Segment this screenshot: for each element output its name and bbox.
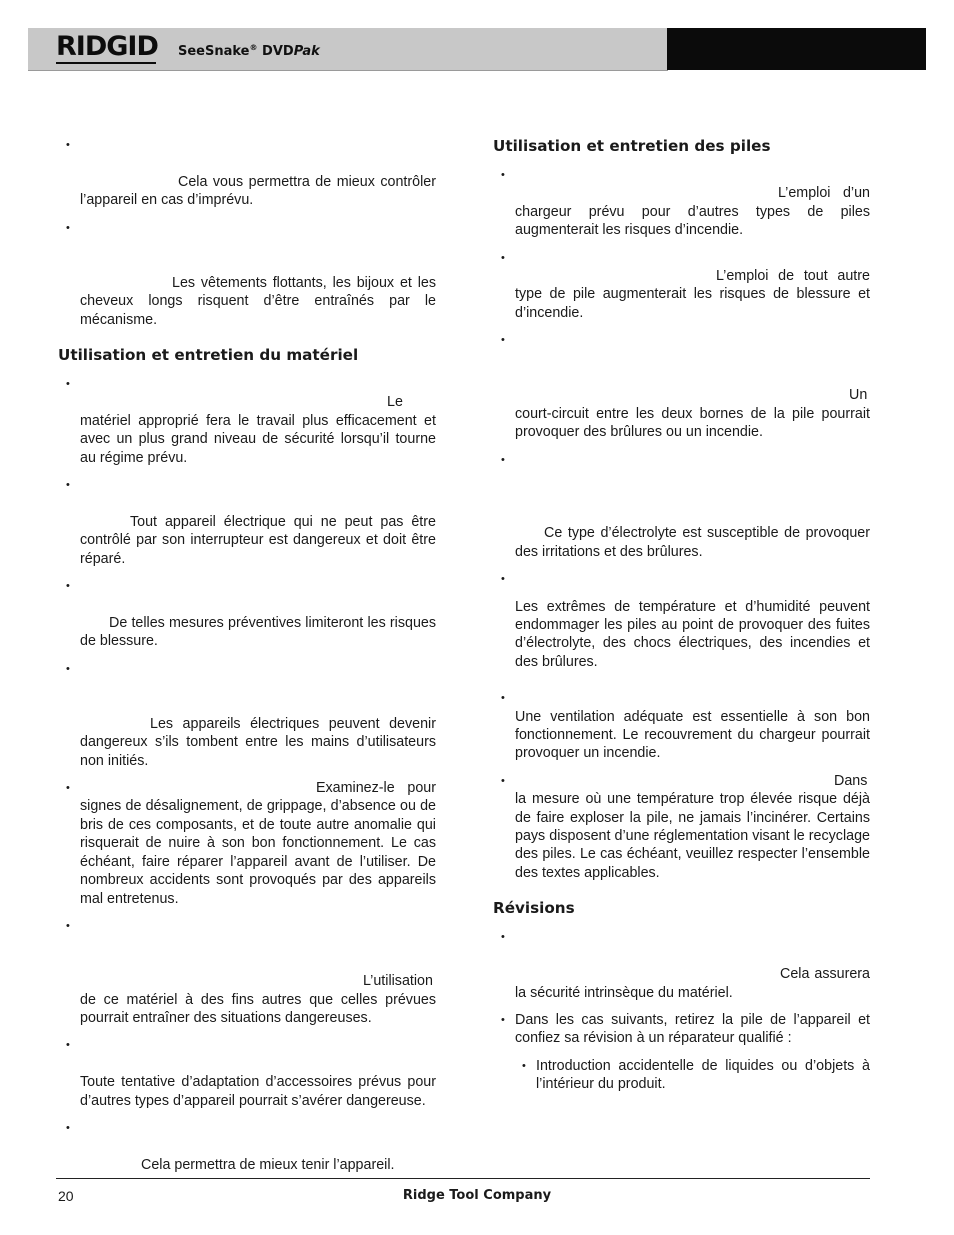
item-text: • Toute tentative d’adaptation d’accessoires prévus pour d’autres types d’appareil pourrait s’avérer dangereuse. bbox=[80, 1074, 436, 1109]
header-black-block bbox=[667, 28, 926, 70]
section-heading: Utilisation et entretien des piles bbox=[493, 137, 771, 155]
bold-text-gap bbox=[515, 331, 870, 386]
list-item bbox=[58, 476, 436, 568]
list-item bbox=[493, 772, 870, 882]
page-number: 20 bbox=[58, 1188, 74, 1204]
item-text: • Un court-circuit entre les deux bornes de la pile pourrait provoquer des brûlures ou un incendie. bbox=[515, 387, 870, 441]
item-text: • L’emploi de tout autre type de pile augmenterait les risques de blessure et d’incendie. bbox=[515, 268, 870, 321]
list-item bbox=[58, 136, 436, 210]
bold-text-gap bbox=[515, 689, 870, 707]
bold-text-gap bbox=[515, 928, 870, 965]
list-item bbox=[58, 660, 436, 770]
item-text: • Cela assurera la sécurité intrinsèque du matériel. bbox=[515, 966, 870, 1001]
list-item bbox=[58, 219, 436, 329]
item-text: • L’utilisation de ce matériel à des fins autres que celles prévues pourrait entraîner des situations dangereuses. bbox=[80, 973, 436, 1026]
list-item bbox=[58, 917, 436, 1027]
list-item bbox=[58, 779, 436, 908]
bold-text-gap bbox=[515, 451, 870, 525]
list-item bbox=[493, 331, 870, 441]
product-name: SeeSnake bbox=[178, 44, 250, 59]
item-text: • Cela permettra de mieux tenir l’appareil. bbox=[141, 1156, 395, 1173]
ridgid-logo: RIDGID bbox=[56, 31, 158, 62]
list-item bbox=[493, 451, 870, 561]
footer-rule bbox=[56, 1178, 870, 1179]
item-text: • Les vêtements flottants, les bijoux et les cheveux longs risquent d’être entraînés par le mécanisme. bbox=[80, 274, 436, 328]
list-item bbox=[493, 249, 870, 323]
bold-text-gap bbox=[80, 476, 436, 513]
list-item bbox=[493, 689, 870, 763]
bold-text-gap bbox=[80, 1119, 436, 1156]
item-text: • Cela vous permettra de mieux contrôler l’appareil en cas d’imprévu. bbox=[80, 173, 436, 209]
item-text: • Ce type d’électrolyte est susceptible de provoquer des irritations et des brûlures. bbox=[515, 525, 870, 560]
bold-text-gap bbox=[80, 219, 436, 274]
section-heading: Utilisation et entretien du matériel bbox=[58, 346, 359, 365]
item-text: • Dans la mesure où une température trop élevée risque déjà de faire exploser la pile, ne jamais l’incinérer. Certains pays disposent d’une réglementation visant le recyclage des piles. Le cas échéant, veuillez respecter l’ensemble des textes applicables. bbox=[515, 772, 870, 881]
bold-text-gap bbox=[515, 166, 870, 184]
product-title bbox=[178, 40, 320, 60]
product-model: DVD bbox=[262, 44, 294, 59]
list-item bbox=[493, 1011, 870, 1048]
item-text: • Examinez-le pour signes de désalignement, de grippage, d’absence ou de bris de ces composants, et de toute autre anomalie qui risquerait de nuire à son bon fonctionnement. Le cas échéant, faire réparer l’appareil avant de l’utiliser. De nombreux accidents sont provoqués par des appareils mal entretenus. bbox=[80, 780, 436, 907]
list-item bbox=[58, 577, 436, 651]
list-item bbox=[493, 166, 870, 240]
item-text: • Les appareils électriques peuvent devenir dangereux s’ils tombent entre les mains d’utilisateurs non initiés. bbox=[80, 715, 436, 769]
left-column bbox=[58, 136, 436, 1183]
bold-text-gap bbox=[80, 660, 436, 715]
item-text: Introduction accidentelle de liquides ou d’objets à l’intérieur du produit. bbox=[536, 1057, 870, 1093]
list-item bbox=[58, 375, 436, 467]
bold-text-gap bbox=[515, 570, 870, 598]
item-text: • Une ventilation adéquate est essentielle à son bon fonctionnement. Le recouvrement du chargeur pourrait provoquer un incendie. bbox=[515, 708, 870, 762]
registered-mark: ® bbox=[249, 43, 258, 52]
item-text: • Dans les cas suivants, retirez la pile de l’appareil et confiez sa révision à un réparateur qualifié : bbox=[515, 1011, 870, 1047]
bold-text-gap bbox=[80, 577, 436, 614]
bold-text-gap bbox=[80, 1036, 436, 1073]
list-item bbox=[493, 928, 870, 1002]
list-item bbox=[493, 570, 870, 671]
item-text: • L’emploi d’un chargeur prévu pour d’autres types de piles augmenterait les risques d’incendie. bbox=[515, 185, 870, 239]
item-text: • Tout appareil électrique qui ne peut pas être contrôlé par son interrupteur est dangereux et doit être réparé. bbox=[80, 513, 436, 567]
bold-text-gap bbox=[515, 249, 870, 267]
bold-text-gap bbox=[80, 917, 436, 972]
company-name: Ridge Tool Company bbox=[402, 1188, 552, 1203]
bold-text-gap bbox=[80, 136, 436, 173]
product-suffix: Pak bbox=[293, 44, 320, 59]
item-text: • Le matériel approprié fera le travail plus efficacement et avec un plus grand niveau de sécurité lorsqu’il tourne au régime prévu. bbox=[80, 394, 436, 466]
bold-text-gap bbox=[80, 375, 436, 393]
list-item bbox=[58, 1036, 436, 1110]
logo-underline bbox=[56, 62, 156, 64]
header-underline bbox=[28, 70, 668, 71]
section-heading: Révisions bbox=[493, 899, 575, 918]
list-item bbox=[58, 1119, 436, 1174]
sub-list-item bbox=[493, 1057, 870, 1094]
item-text: • De telles mesures préventives limiteront les risques de blessure. bbox=[80, 614, 436, 650]
item-text: • Les extrêmes de température et d’humidité peuvent endommager les piles au point de provoquer des fuites d’électrolyte, des chocs électriques, des incendies et des brûlures. bbox=[515, 598, 870, 670]
right-column bbox=[493, 136, 870, 1103]
